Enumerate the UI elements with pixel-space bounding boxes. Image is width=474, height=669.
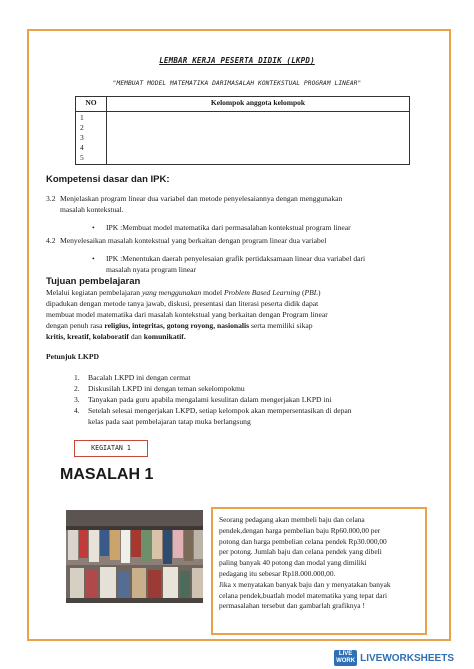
kd-4-2-line: Menyelesaikan masalah kontekstual yang berkaitan dengan program linear dua variabel [60, 236, 327, 245]
tujuan-heading: Tujuan pembelajaran [46, 276, 141, 287]
tujuan-italic: PBL [304, 288, 319, 297]
petunjuk-num-3: 3. [74, 395, 80, 404]
col-no-header: NO [76, 97, 107, 112]
tujuan-values: religius, integritas, gotong royong, nasionalis [104, 321, 250, 330]
tujuan-text: serta memiliki sikap [249, 321, 313, 330]
worksheet-title: LEMBAR KERJA PESERTA DIDIK (LKPD) [159, 56, 315, 65]
problem-line: per potong. Jumlah baju dan celana pendek yang dibeli [219, 547, 382, 557]
ipk-2-line1: IPK :Menentukan daerah penyelesaian grafik pertidaksamaan linear dua variabel dari [106, 254, 366, 263]
tujuan-text: dengan penuh rasa [46, 321, 105, 330]
tujuan-line2: dipadukan dengan metode tanya jawab, diskusi, presentasi dan literasi peserta didik dapat [46, 299, 319, 308]
problem-line: pedagang itu sebesar Rp18.000.000,00. [219, 568, 336, 578]
col-group-header: Kelompok anggota kelompok [107, 97, 410, 112]
petunjuk-item-1: Bacalah LKPD ini dengan cermat [88, 373, 191, 382]
tujuan-text: ) [318, 288, 321, 297]
tujuan-italic: Problem Based Learning [223, 288, 301, 297]
tujuan-line3: membuat model matematika dari masalah kontekstual yang berkaitan dengan Program linear [46, 310, 328, 319]
masalah-problem-box [211, 507, 427, 635]
kompetensi-heading: Kompetensi dasar dan IPK: [46, 174, 170, 185]
tujuan-italic: yang menggunakan [141, 288, 202, 297]
badge-text: LIVE [338, 651, 353, 657]
tujuan-text: model [201, 288, 224, 297]
petunjuk-item-4: Setelah selesai mengerjakan LKPD, setiap kelompok akan mempersentasikan di depan [88, 406, 352, 415]
row-numbers [76, 112, 107, 165]
petunjuk-item-2: Diskusilah LKPD ini dengan teman sekelompokmu [88, 384, 245, 393]
kd-4-2-number: 4.2 [46, 236, 56, 245]
tujuan-values: kritis, kreatif, kolaboratif [46, 332, 129, 341]
row-number: 3 [80, 133, 84, 142]
clothing-shop-image [66, 510, 203, 603]
masalah-heading: MASALAH 1 [60, 466, 154, 483]
problem-line: permasalahan tersebut dan gambarlah grafiknya ! [219, 601, 365, 611]
petunjuk-num-4: 4. [74, 406, 80, 415]
bullet-icon: • [92, 223, 95, 232]
kd-3-2-line2: masalah kontekstual. [60, 205, 124, 214]
worksheet-subtitle: "MEMBUAT MODEL MATEMATIKA DARIMASALAH KONTEKSTUAL PROGRAM LINEAR" [112, 80, 362, 87]
tujuan-text: dan [128, 332, 144, 341]
tujuan-line1 [46, 287, 321, 298]
petunjuk-num-2: 2. [74, 384, 80, 393]
liveworksheets-badge-icon [334, 650, 357, 666]
row-number: 1 [80, 113, 84, 122]
badge-text: WORK [336, 658, 356, 664]
tujuan-line4 [46, 320, 313, 331]
row-number: 2 [80, 123, 84, 132]
problem-line: Jika x menyatakan banyak baju dan y menyatakan banyak [219, 579, 391, 589]
kd-3-2-line1: Menjelaskan program linear dua variabel dan metode penyelesaiannya dengan menggunakan [60, 194, 343, 203]
problem-line: Seorang pedagang akan membeli baju dan celana [219, 515, 365, 524]
liveworksheets-brand: LIVEWORKSHEETS [360, 652, 454, 664]
ipk-2-line2: masalah nyata program linear [106, 265, 197, 274]
kd-3-2-number: 3.2 [46, 194, 56, 203]
clothing-shop-photo [66, 510, 203, 603]
petunjuk-item-3: Tanyakan pada guru apabila mengalami kesulitan dalam mengerjakan LKPD ini [88, 395, 332, 404]
tujuan-text: ( [300, 288, 305, 297]
group-members-table [75, 96, 410, 165]
petunjuk-item-4-cont: kelas pada saat pembelajaran tatap muka berlangsung [88, 417, 251, 426]
bullet-icon: • [92, 254, 95, 263]
tujuan-text: Melalui kegiatan pembelajaran [46, 288, 142, 297]
problem-line: pendek,dengan harga pembelian baju Rp60.000,00 per [219, 525, 381, 535]
problem-line: paling banyak 40 potong dan modal yang dimiliki [219, 558, 367, 568]
tujuan-values: komunikatif. [143, 332, 186, 341]
liveworksheets-logo[interactable] [334, 650, 454, 666]
petunjuk-heading: Petunjuk LKPD [46, 352, 99, 361]
petunjuk-num-1: 1. [74, 373, 80, 382]
group-member-names-cell[interactable] [107, 112, 410, 165]
row-number: 5 [80, 153, 84, 162]
ipk-1: IPK :Membuat model matematika dari permasalahan kontekstual program linear [106, 223, 351, 232]
problem-line: potong dan harga pembelian celana pendek Rp30.000,00 [219, 536, 387, 546]
row-number: 4 [80, 143, 84, 152]
tujuan-line5 [46, 331, 186, 342]
kegiatan-label: KEGIATAN 1 [74, 440, 148, 457]
problem-line: celana pendek,buatlah model matematika yang tepat dari [219, 590, 388, 600]
